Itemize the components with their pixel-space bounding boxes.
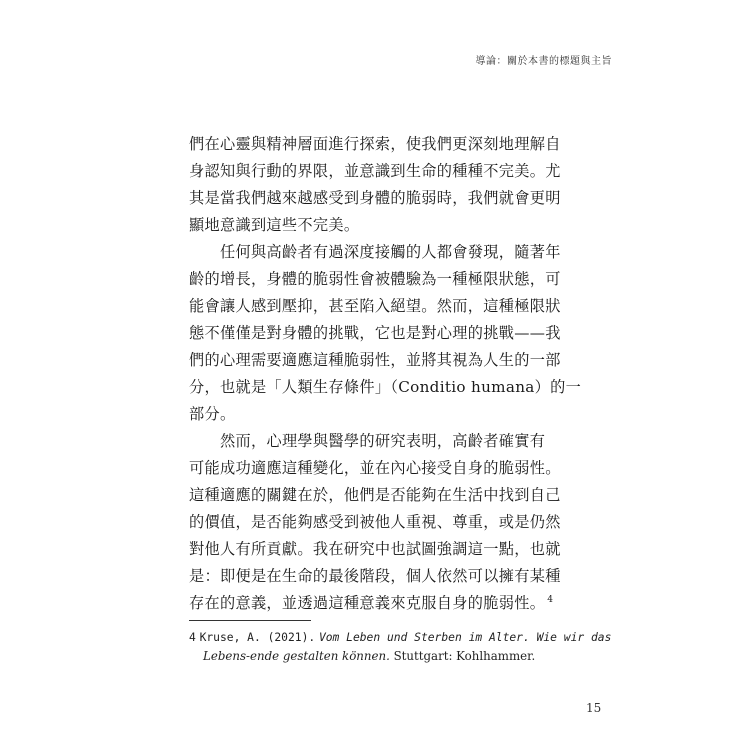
text-line: 可能成功適應這種變化，並在內心接受自身的脆弱性。 xyxy=(189,459,561,477)
page-number: 15 xyxy=(586,701,602,715)
text-line: 是：即便是在生命的最後階段，個人依然可以擁有某種 xyxy=(189,567,561,585)
footnote-title-part2: Lebens-ende gestalten können. xyxy=(203,649,390,663)
text-line: 態不僅僅是對身體的挑戰，它也是對心理的挑戰——我 xyxy=(189,324,561,342)
text-line: 們在心靈與精神層面進行探索，使我們更深刻地理解自 xyxy=(189,135,561,153)
footnote-authors: Kruse, A. (2021). xyxy=(199,631,316,644)
footnote-title-part1: Vom Leben und Sterben im Alter. Wie wir das xyxy=(318,631,612,644)
paragraph xyxy=(189,428,579,617)
text-line: 分，也就是「人類生存條件」（Conditio humana）的一 xyxy=(189,378,582,396)
body-text xyxy=(189,131,582,617)
footnote-line xyxy=(189,647,579,666)
text-line: 對他人有所貢獻。我在研究中也試圖強調這一點，也就 xyxy=(189,540,561,558)
paragraph xyxy=(189,239,582,428)
text-line: 顯地意識到這些不完美。 xyxy=(189,216,360,234)
footnote-reference[interactable]: 4 xyxy=(547,595,554,605)
text-line: 的價值，是否能夠感受到被他人重視、尊重，或是仍然 xyxy=(189,513,561,531)
text-line: 部分。 xyxy=(189,405,236,423)
running-head: 導論：關於本書的標題與主旨 xyxy=(475,56,612,67)
text-line: 們的心理需要適應這種脆弱性，並將其視為人生的一部 xyxy=(189,351,561,369)
text-line xyxy=(189,590,579,617)
text-line-content: 存在的意義，並透過這種意義來克服自身的脆弱性。 xyxy=(189,594,546,612)
paragraph xyxy=(189,131,579,239)
footnote-publisher: Stuttgart: Kohlhammer. xyxy=(393,649,536,663)
text-line: 這種適應的關鍵在於，他們是否能夠在生活中找到自己 xyxy=(189,486,561,504)
text-line: 能會讓人感到壓抑，甚至陷入絕望。然而，這種極限狀 xyxy=(189,297,561,315)
footnote-line xyxy=(189,628,612,647)
text-line: 然而，心理學與醫學的研究表明，高齡者確實有 xyxy=(220,432,546,450)
text-line: 其是當我們越來越感受到身體的脆弱時，我們就會更明 xyxy=(189,189,561,207)
footnote-divider xyxy=(189,620,311,621)
text-line: 齡的增長，身體的脆弱性會被體驗為一種極限狀態，可 xyxy=(189,270,561,288)
footnote-number: 4 xyxy=(189,631,196,644)
text-line: 身認知與行動的界限，並意識到生命的種種不完美。尤 xyxy=(189,162,561,180)
text-line: 任何與高齡者有過深度接觸的人都會發現，隨著年 xyxy=(220,243,561,261)
footnote xyxy=(189,628,612,666)
